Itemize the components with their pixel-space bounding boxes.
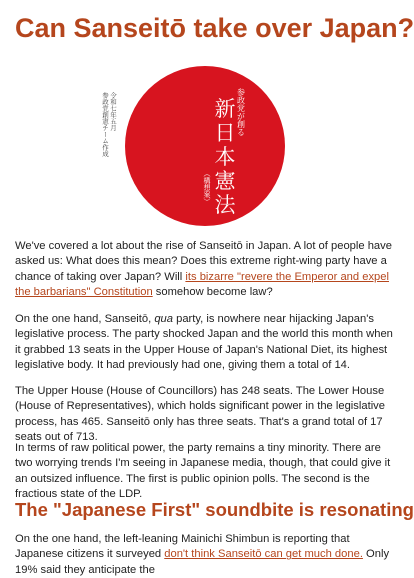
- hinomaru-cover-graphic: [15, 62, 395, 230]
- cover-date-line: 令和七年五月: [109, 92, 117, 131]
- paragraph-diet-totals: The Upper House (House of Councillors) has 248 seats. The Lower House (House of Representatives), which holds significant power in the legislative process, has 465. Sanseitō only has three seats. That's a grand total of 17 seats out of 713.: [15, 385, 385, 444]
- mainichi-poll-link[interactable]: don't think Sanseitō can get much done.: [164, 548, 363, 561]
- section-heading: The "Japanese First" soundbite is resonating: [15, 499, 414, 520]
- cover-title-char: 法: [214, 193, 236, 217]
- cover-title-char: 憲: [214, 169, 236, 193]
- cover-author-line: 参政党創憲チーム作成: [101, 92, 109, 157]
- paragraph-polls: On the one hand, the left-leaning Mainichi Shimbun is reporting that Japanese citizens it surveyed don't think Sanseitō can get much done. Only 19% said they anticipate the: [15, 533, 390, 576]
- paragraph-trends: In terms of raw political power, the party remains a tiny minority. There are two worrying trends I'm seeing in Japanese media, though, that could give it an outsized influence. The first is public opinion polls. The second is the fractious state of the LDP.: [15, 442, 391, 501]
- cover-title-char: 日: [214, 121, 236, 145]
- cover-draft-label: （構想案）: [203, 170, 211, 205]
- cover-title-char: 本: [214, 145, 236, 169]
- cover-title-char: 新: [214, 97, 236, 121]
- constitution-link[interactable]: its bizarre "revere the Emperor and expel the barbarians" Constitution: [15, 270, 389, 299]
- cover-main-title: [215, 97, 237, 217]
- paragraph-seats: On the one hand, Sanseitō, qua party, is nowhere near hijacking Japan's legislative process. The party shocked Japan and the world this month when it grabbed 13 seats in the Upper House of Japan's National Diet, its highest legislative body. It had previously had one, giving them a total of 14.: [15, 313, 393, 372]
- cover-side-credits: [101, 91, 117, 159]
- cover-subtitle: 参政党が創る: [236, 88, 246, 136]
- paragraph-intro: We've covered a lot about the rise of Sanseitō in Japan. A lot of people have asked us: What does this mean? Does this extreme right-wing party have a chance of taking over Japan? Will its bizarre "revere the Emperor and expel the barbarians" Constitution somehow become law?: [15, 240, 392, 299]
- article-title: Can Sanseitō take over Japan?: [15, 13, 414, 43]
- constitution-cover-image: [15, 62, 395, 230]
